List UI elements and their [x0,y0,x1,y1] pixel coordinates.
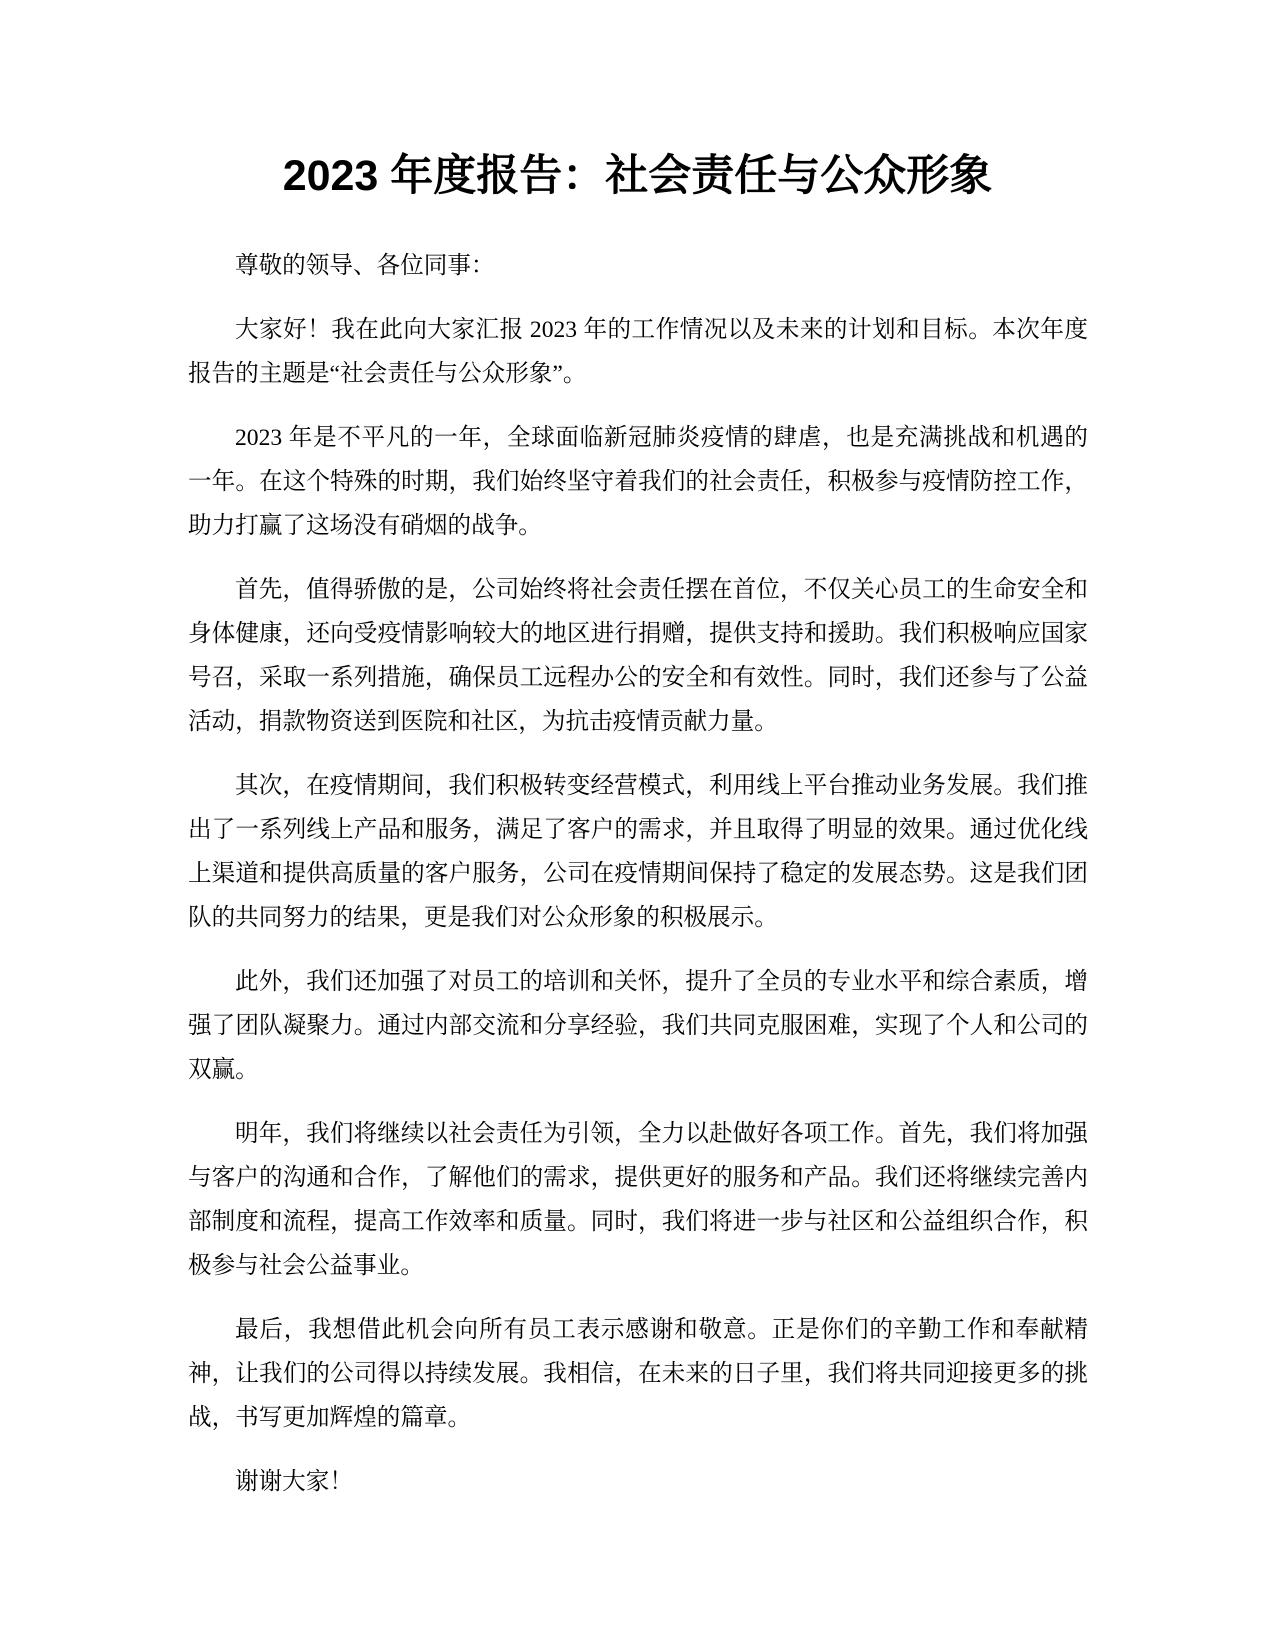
paragraph-next-year-plan: 明年，我们将继续以社会责任为引领，全力以赴做好各项工作。首先，我们将加强与客户的沟通和合作，了解他们的需求，提供更好的服务和产品。我们还将继续完善内部制度和流程，提高工作效率和质量。同时，我们将进一步与社区和公益组织合作，积极参与社会公益事业。 [188,1121,1088,1279]
closing: 谢谢大家！ [235,1469,353,1495]
document-title: 2023 年度报告：社会责任与公众形象 [282,152,993,200]
document-body [188,244,1088,1524]
paragraph-business-transformation: 其次，在疫情期间，我们积极转变经营模式，利用线上平台推动业务发展。我们推出了一系列线上产品和服务，满足了客户的需求，并且取得了明显的效果。通过优化线上渠道和提供高质量的客户服务，公司在疫情期间保持了稳定的发展态势。这是我们团队的共同努力的结果，更是我们对公众形象的积极展示。 [188,773,1088,931]
paragraph-greeting: 大家好！我在此向大家汇报 2023 年的工作情况以及未来的计划和目标。本次年度报告的主题是“社会责任与公众形象”。 [188,317,1088,387]
paragraph-year-overview: 2023 年是不平凡的一年，全球面临新冠肺炎疫情的肆虐，也是充满挑战和机遇的一年。在这个特殊的时期，我们始终坚守着我们的社会责任，积极参与疫情防控工作，助力打赢了这场没有硝烟的战争。 [188,425,1088,539]
paragraph-employee-training: 此外，我们还加强了对员工的培训和关怀，提升了全员的专业水平和综合素质，增强了团队凝聚力。通过内部交流和分享经验，我们共同克服困难，实现了个人和公司的双赢。 [188,969,1088,1083]
paragraph-social-responsibility: 首先，值得骄傲的是，公司始终将社会责任摆在首位，不仅关心员工的生命安全和身体健康，还向受疫情影响较大的地区进行捐赠，提供支持和援助。我们积极响应国家号召，采取一系列措施，确保员工远程办公的安全和有效性。同时，我们还参与了公益活动，捐款物资送到医院和社区，为抗击疫情贡献力量。 [188,577,1088,735]
paragraph-thanks: 最后，我想借此机会向所有员工表示感谢和敬意。正是你们的辛勤工作和奉献精神，让我们的公司得以持续发展。我相信，在未来的日子里，我们将共同迎接更多的挑战，书写更加辉煌的篇章。 [188,1317,1088,1431]
salutation: 尊敬的领导、各位同事： [235,253,495,279]
